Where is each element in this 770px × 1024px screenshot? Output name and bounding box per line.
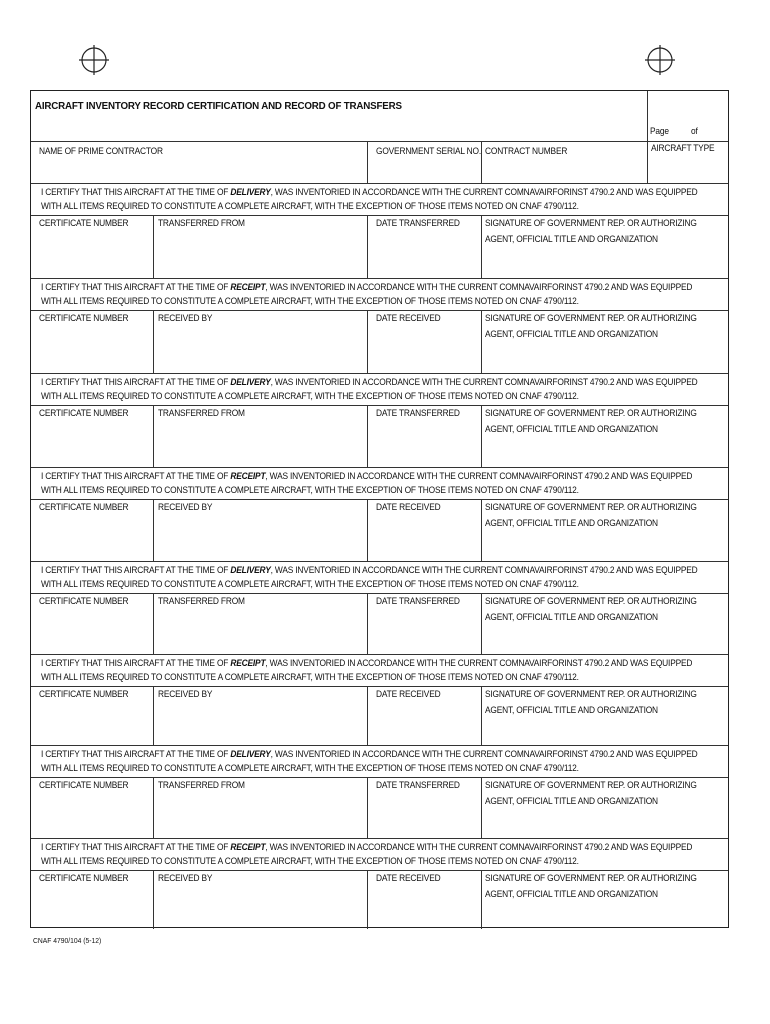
date-label: DATE TRANSFERRED	[376, 596, 460, 607]
signature-label: SIGNATURE OF GOVERNMENT REP. OR AUTHORIZING AGENT, OFFICIAL TITLE AND ORGANIZATION	[485, 689, 697, 716]
block-bottom-rule	[31, 467, 728, 468]
registration-mark-right-icon	[645, 45, 675, 75]
block-bottom-rule	[31, 561, 728, 562]
block-col-divider	[481, 593, 482, 654]
block-col-divider	[367, 405, 368, 467]
cert-text-post: , WAS INVENTORIED IN ACCORDANCE WITH THE CURRENT COMNAVAIRFORINST 4790.2 AND WAS EQUIPPED WITH ALL ITEMS REQUIRED TO CONSTITUTE A COMPLETE AIRCRAFT, WITH THE EXCEPTION OF THOSE ITEMS NOTED ON CNAF 4790/112.	[41, 187, 698, 212]
date-label: DATE RECEIVED	[376, 689, 441, 700]
certificate-number-label: CERTIFICATE NUMBER	[39, 408, 129, 419]
cert-text-pre: I CERTIFY THAT THIS AIRCRAFT AT THE TIME OF	[41, 282, 231, 293]
form-number: CNAF 4790/104 (5-12)	[33, 936, 102, 945]
cert-text-post: , WAS INVENTORIED IN ACCORDANCE WITH THE CURRENT COMNAVAIRFORINST 4790.2 AND WAS EQUIPPED WITH ALL ITEMS REQUIRED TO CONSTITUTE A COMPLETE AIRCRAFT, WITH THE EXCEPTION OF THOSE ITEMS NOTED ON CNAF 4790/112.	[41, 471, 693, 496]
party-label: RECEIVED BY	[158, 313, 213, 324]
date-label: DATE TRANSFERRED	[376, 218, 460, 229]
cert-text-pre: I CERTIFY THAT THIS AIRCRAFT AT THE TIME OF	[41, 471, 231, 482]
signature-label: SIGNATURE OF GOVERNMENT REP. OR AUTHORIZING AGENT, OFFICIAL TITLE AND ORGANIZATION	[485, 313, 697, 340]
cert-text-post: , WAS INVENTORIED IN ACCORDANCE WITH THE CURRENT COMNAVAIRFORINST 4790.2 AND WAS EQUIPPED WITH ALL ITEMS REQUIRED TO CONSTITUTE A COMPLETE AIRCRAFT, WITH THE EXCEPTION OF THOSE ITEMS NOTED ON CNAF 4790/112.	[41, 377, 698, 402]
cert-text-post: , WAS INVENTORIED IN ACCORDANCE WITH THE CURRENT COMNAVAIRFORINST 4790.2 AND WAS EQUIPPED WITH ALL ITEMS REQUIRED TO CONSTITUTE A COMPLETE AIRCRAFT, WITH THE EXCEPTION OF THOSE ITEMS NOTED ON CNAF 4790/112.	[41, 565, 698, 590]
party-label: TRANSFERRED FROM	[158, 218, 245, 229]
party-label: TRANSFERRED FROM	[158, 596, 245, 607]
certification-statement	[41, 186, 710, 214]
block-col-divider	[481, 777, 482, 838]
block-col-divider	[481, 310, 482, 373]
cert-keyword: DELIVERY	[230, 377, 271, 388]
cert-keyword: DELIVERY	[230, 187, 271, 198]
certificate-number-label: CERTIFICATE NUMBER	[39, 873, 129, 884]
block-col-divider	[153, 499, 154, 561]
block-col-divider	[153, 215, 154, 278]
block-col-divider	[153, 310, 154, 373]
block-col-divider	[481, 686, 482, 745]
cert-text-pre: I CERTIFY THAT THIS AIRCRAFT AT THE TIME OF	[41, 749, 231, 760]
date-label: DATE TRANSFERRED	[376, 780, 460, 791]
cert-text-pre: I CERTIFY THAT THIS AIRCRAFT AT THE TIME OF	[41, 187, 231, 198]
page-label: Page	[650, 126, 669, 137]
cert-text-pre: I CERTIFY THAT THIS AIRCRAFT AT THE TIME OF	[41, 658, 231, 669]
block-col-divider	[481, 870, 482, 929]
cert-keyword: DELIVERY	[230, 749, 271, 760]
block-col-divider	[367, 593, 368, 654]
header-bottom-rule	[31, 183, 728, 184]
cert-keyword: RECEIPT	[230, 471, 266, 482]
certificate-number-label: CERTIFICATE NUMBER	[39, 780, 129, 791]
cert-text-pre: I CERTIFY THAT THIS AIRCRAFT AT THE TIME OF	[41, 842, 231, 853]
cert-text-post: , WAS INVENTORIED IN ACCORDANCE WITH THE CURRENT COMNAVAIRFORINST 4790.2 AND WAS EQUIPPED WITH ALL ITEMS REQUIRED TO CONSTITUTE A COMPLETE AIRCRAFT, WITH THE EXCEPTION OF THOSE ITEMS NOTED ON CNAF 4790/112.	[41, 749, 698, 774]
certification-statement	[41, 470, 710, 498]
block-bottom-rule	[31, 838, 728, 839]
cert-keyword: RECEIPT	[230, 842, 266, 853]
registration-mark-left-icon	[79, 45, 109, 75]
cert-text-post: , WAS INVENTORIED IN ACCORDANCE WITH THE CURRENT COMNAVAIRFORINST 4790.2 AND WAS EQUIPPED WITH ALL ITEMS REQUIRED TO CONSTITUTE A COMPLETE AIRCRAFT, WITH THE EXCEPTION OF THOSE ITEMS NOTED ON CNAF 4790/112.	[41, 842, 693, 867]
date-label: DATE TRANSFERRED	[376, 408, 460, 419]
cert-text-pre: I CERTIFY THAT THIS AIRCRAFT AT THE TIME OF	[41, 565, 231, 576]
block-bottom-rule	[31, 654, 728, 655]
gov-serial-label: GOVERNMENT SERIAL NO.	[376, 146, 482, 157]
certification-statement	[41, 657, 710, 685]
cert-keyword: RECEIPT	[230, 282, 266, 293]
header-col-divider-1	[367, 141, 368, 183]
block-col-divider	[367, 686, 368, 745]
block-bottom-rule	[31, 373, 728, 374]
party-label: RECEIVED BY	[158, 502, 213, 513]
block-col-divider	[481, 499, 482, 561]
signature-label: SIGNATURE OF GOVERNMENT REP. OR AUTHORIZING AGENT, OFFICIAL TITLE AND ORGANIZATION	[485, 873, 697, 900]
header-col-divider-2	[481, 141, 482, 183]
block-bottom-rule	[31, 745, 728, 746]
block-col-divider	[153, 686, 154, 745]
party-label: RECEIVED BY	[158, 873, 213, 884]
signature-label: SIGNATURE OF GOVERNMENT REP. OR AUTHORIZING AGENT, OFFICIAL TITLE AND ORGANIZATION	[485, 218, 697, 245]
block-col-divider	[153, 870, 154, 929]
signature-label: SIGNATURE OF GOVERNMENT REP. OR AUTHORIZING AGENT, OFFICIAL TITLE AND ORGANIZATION	[485, 408, 697, 435]
block-col-divider	[367, 777, 368, 838]
party-label: TRANSFERRED FROM	[158, 780, 245, 791]
block-col-divider	[153, 405, 154, 467]
block-bottom-rule	[31, 278, 728, 279]
signature-label: SIGNATURE OF GOVERNMENT REP. OR AUTHORIZING AGENT, OFFICIAL TITLE AND ORGANIZATION	[485, 596, 697, 623]
cert-text-post: , WAS INVENTORIED IN ACCORDANCE WITH THE CURRENT COMNAVAIRFORINST 4790.2 AND WAS EQUIPPED WITH ALL ITEMS REQUIRED TO CONSTITUTE A COMPLETE AIRCRAFT, WITH THE EXCEPTION OF THOSE ITEMS NOTED ON CNAF 4790/112.	[41, 658, 693, 683]
block-col-divider	[367, 310, 368, 373]
signature-label: SIGNATURE OF GOVERNMENT REP. OR AUTHORIZING AGENT, OFFICIAL TITLE AND ORGANIZATION	[485, 502, 697, 529]
certificate-number-label: CERTIFICATE NUMBER	[39, 596, 129, 607]
block-col-divider	[153, 593, 154, 654]
certification-statement	[41, 376, 710, 404]
block-col-divider	[481, 215, 482, 278]
certificate-number-label: CERTIFICATE NUMBER	[39, 313, 129, 324]
signature-label: SIGNATURE OF GOVERNMENT REP. OR AUTHORIZING AGENT, OFFICIAL TITLE AND ORGANIZATION	[485, 780, 697, 807]
aircraft-inventory-form	[30, 90, 729, 928]
certification-statement	[41, 281, 710, 309]
block-col-divider	[153, 777, 154, 838]
form-title: AIRCRAFT INVENTORY RECORD CERTIFICATION AND RECORD OF TRANSFERS	[35, 100, 402, 112]
block-col-divider	[367, 215, 368, 278]
certificate-number-label: CERTIFICATE NUMBER	[39, 502, 129, 513]
aircraft-type-label: AIRCRAFT TYPE	[651, 143, 715, 154]
party-label: TRANSFERRED FROM	[158, 408, 245, 419]
certificate-number-label: CERTIFICATE NUMBER	[39, 218, 129, 229]
block-col-divider	[481, 405, 482, 467]
prime-contractor-label: NAME OF PRIME CONTRACTOR	[39, 146, 163, 157]
certificate-number-label: CERTIFICATE NUMBER	[39, 689, 129, 700]
date-label: DATE RECEIVED	[376, 873, 441, 884]
certification-statement	[41, 564, 710, 592]
cert-text-post: , WAS INVENTORIED IN ACCORDANCE WITH THE CURRENT COMNAVAIRFORINST 4790.2 AND WAS EQUIPPED WITH ALL ITEMS REQUIRED TO CONSTITUTE A COMPLETE AIRCRAFT, WITH THE EXCEPTION OF THOSE ITEMS NOTED ON CNAF 4790/112.	[41, 282, 693, 307]
certification-statement	[41, 748, 710, 776]
cert-keyword: RECEIPT	[230, 658, 266, 669]
certification-statement	[41, 841, 710, 869]
header-rule	[31, 141, 728, 142]
party-label: RECEIVED BY	[158, 689, 213, 700]
page-of-label: of	[691, 126, 698, 137]
block-col-divider	[367, 870, 368, 929]
block-col-divider	[367, 499, 368, 561]
contract-number-label: CONTRACT NUMBER	[485, 146, 568, 157]
date-label: DATE RECEIVED	[376, 313, 441, 324]
date-label: DATE RECEIVED	[376, 502, 441, 513]
page-box-divider	[647, 91, 648, 183]
cert-keyword: DELIVERY	[230, 565, 271, 576]
cert-text-pre: I CERTIFY THAT THIS AIRCRAFT AT THE TIME OF	[41, 377, 231, 388]
